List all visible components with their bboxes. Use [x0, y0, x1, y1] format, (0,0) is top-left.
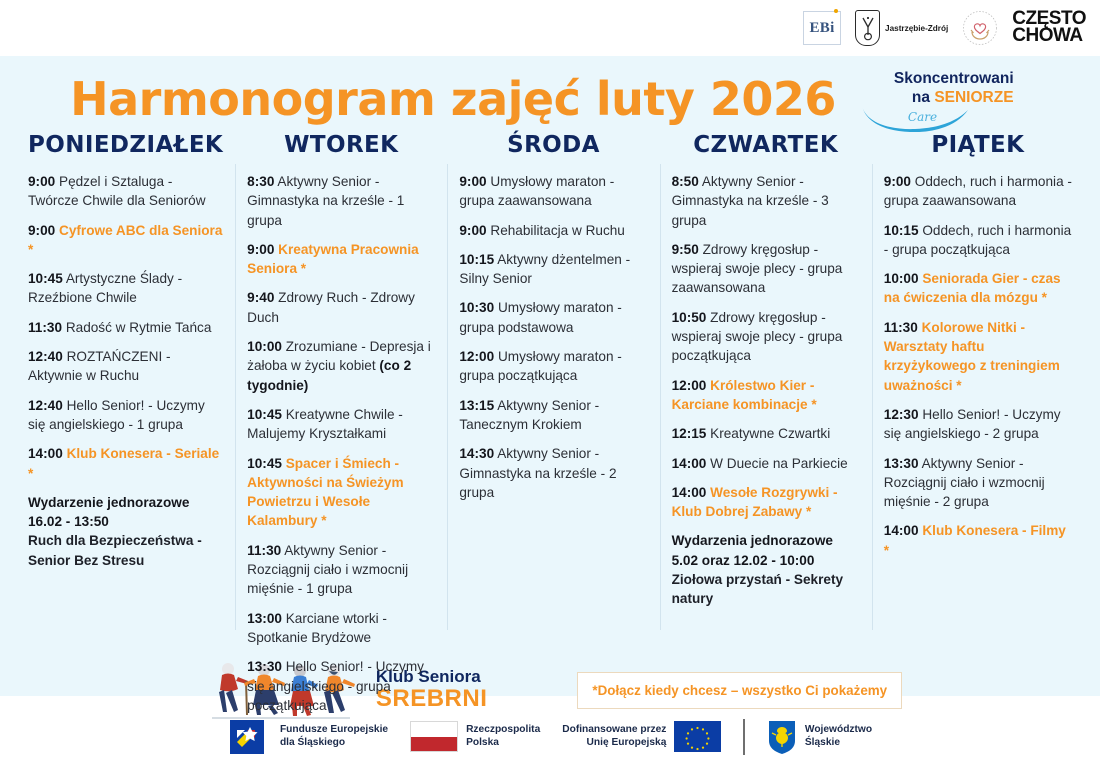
brand-script-text: Care — [907, 110, 938, 124]
schedule-entry[interactable]: 9:50 Zdrowy kręgosłup - wspieraj swoje plecy - grupa zaawansowana — [671, 241, 843, 296]
eu-flag-icon — [674, 721, 721, 752]
wojewodztwo-line2: Śląskie — [804, 736, 841, 748]
schedule-entry[interactable]: 12:30 Hello Senior! - Uczymy się angielskiego - 2 grupa — [883, 406, 1061, 442]
schedule-entry[interactable]: 14:00 W Duecie na Parkiecie — [671, 455, 848, 471]
day-column-piatek — [872, 132, 1084, 648]
entries-poniedzialek — [28, 172, 223, 483]
fundusze-line1: Fundusze Europejskie — [279, 723, 389, 735]
schedule-entry[interactable]: 14:00 Klub Konesera - Filmy * — [883, 523, 1066, 558]
entries-piatek — [884, 172, 1072, 560]
schedule-entry[interactable]: 8:30 Aktywny Senior - Gimnastyka na krześle - 1 grupa — [247, 174, 405, 228]
schedule-entry[interactable]: 14:00 Wesołe Rozgrywki - Klub Dobrej Zabawy * — [671, 484, 838, 520]
entries-wtorek — [247, 172, 435, 715]
special-desc: Ruch dla Bezpieczeństwa - Senior Bez Stresu — [28, 533, 202, 568]
schedule-entry[interactable]: 9:00 Cyfrowe ABC dla Seniora * — [28, 222, 223, 257]
schedule-entry[interactable]: 11:30 Aktywny Senior - Rozciągnij ciało i wzmocnij mięśnie - 1 grupa — [247, 542, 409, 597]
skoncentrowani-na-seniorze-logo — [860, 68, 1030, 130]
join-anytime-note: *Dołącz kiedy chcesz – wszystko Ci pokażemy — [577, 672, 902, 709]
day-heading-piatek: PIĄTEK — [931, 132, 1025, 158]
day-heading-sroda: ŚRODA — [507, 132, 600, 158]
special-when: 5.02 oraz 12.02 - 10:00 — [671, 552, 815, 568]
schedule-entry[interactable]: 13:30 Hello Senior! - Uczymy się angielskiego - grupa początkująca — [247, 659, 424, 713]
schedule-entry[interactable]: 10:00 Zrozumiane - Depresja i żałoba w życiu kobiet (co 2 tygodnie) — [247, 339, 431, 393]
schedule-panel — [0, 56, 1100, 713]
header-logo-bar — [0, 0, 1100, 56]
brand-na: na — [911, 89, 935, 106]
special-heading: Wydarzenie jednorazowe — [28, 494, 190, 510]
day-heading-poniedzialek: PONIEDZIAŁEK — [28, 132, 224, 158]
unia-line1: Dofinansowane przez — [562, 723, 667, 735]
special-desc: Ziołowa przystań - Sekrety natury — [671, 572, 844, 607]
schedule-entry[interactable]: 10:30 Umysłowy maraton - grupa podstawowa — [459, 300, 622, 335]
day-heading-czwartek: CZWARTEK — [693, 132, 839, 158]
jastrzebie-zdroj-label: Jastrzębie-Zdrój — [885, 23, 949, 33]
schedule-entry[interactable]: 12:40 ROZTAŃCZENI - Aktywnie w Ruchu — [28, 349, 171, 384]
schedule-entry[interactable]: 8:50 Aktywny Senior - Gimnastyka na krześle - 3 grupa — [671, 174, 829, 228]
schedule-entry[interactable]: 12:00 Umysłowy maraton - grupa początkująca — [459, 349, 622, 384]
czestochowa-line1: CZĘSTO — [1012, 8, 1086, 30]
schedule-entry[interactable]: 13:00 Karciane wtorki - Spotkanie Brydżowe — [247, 610, 387, 645]
ebi-dot-icon — [834, 9, 838, 13]
day-column-poniedzialek — [16, 132, 235, 648]
day-column-sroda — [447, 132, 659, 648]
jastrzebie-coat-of-arms-icon — [855, 10, 880, 46]
schedule-entry[interactable]: 9:00 Umysłowy maraton - grupa zaawansowana — [459, 174, 615, 209]
wojewodztwo-line1: Województwo — [804, 723, 873, 735]
rzeczpospolita-line2: Polska — [466, 736, 499, 748]
schedule-entry[interactable]: 11:30 Radość w Rytmie Tańca — [28, 319, 212, 335]
schedule-entry[interactable]: 12:15 Kreatywne Czwartki — [671, 426, 831, 442]
schedule-entry[interactable]: 9:00 Rehabilitacja w Ruchu — [459, 222, 625, 238]
schedule-entry[interactable]: 10:45 Artystyczne Ślady - Rzeźbione Chwile — [28, 271, 183, 306]
czestochowa-line2: CHOWA — [1012, 25, 1083, 46]
schedule-entry[interactable]: 14:00 Klub Konesera - Seriale * — [28, 446, 220, 481]
bottom-band — [0, 648, 1100, 732]
schedule-entry[interactable]: 12:00 Królestwo Kier - Karciane kombinacje * — [671, 377, 817, 412]
schedule-entry[interactable]: 11:30 Kolorowe Nitki - Warsztaty haftu krzyżykowego z treningiem uważności * — [883, 319, 1060, 393]
rzeczpospolita-line1: Rzeczpospolita — [466, 723, 541, 735]
brand-senior: SENIORZE — [934, 89, 1014, 106]
page-title: Harmonogram zajęć luty 2026 — [70, 72, 836, 126]
jastrzebie-zdroj-logo — [855, 10, 948, 46]
ebi-logo-text: EBi — [809, 19, 835, 36]
day-heading-wtorek: WTOREK — [284, 132, 399, 158]
schedule-entry[interactable]: 10:50 Zdrowy kręgosłup - wspieraj swoje plecy - grupa początkująca — [671, 309, 843, 364]
schedule-entry[interactable]: 9:00 Oddech, ruch i harmonia - grupa zaawansowana — [883, 174, 1072, 209]
schedule-entry[interactable]: 9:00 Kreatywna Pracownia Seniora * — [247, 241, 419, 277]
special-event-poniedzialek[interactable] — [28, 493, 223, 570]
entries-sroda — [459, 172, 647, 502]
schedule-entry[interactable]: 10:45 Spacer i Śmiech - Aktywności na Świeżym Powietrzu i Wesołe Kalambury * — [247, 455, 404, 529]
special-when: 16.02 - 13:50 — [28, 514, 109, 530]
unia-line2: Unię Europejską — [586, 736, 667, 748]
schedule-entry[interactable]: 9:40 Zdrowy Ruch - Zdrowy Duch — [247, 290, 415, 325]
schedule-entry[interactable]: 12:40 Hello Senior! - Uczymy się angielskiego - 1 grupa — [28, 397, 205, 432]
schedule-entry[interactable]: 10:00 Seniorada Gier - czas na ćwiczenia dla mózgu * — [883, 271, 1061, 306]
ebi-logo — [803, 11, 841, 45]
heart-hands-logo — [962, 10, 998, 46]
schedule-entry[interactable]: 13:30 Aktywny Senior - Rozciągnij ciało i wzmocnij mięśnie - 2 grupa — [883, 455, 1045, 510]
czestochowa-logo — [1012, 8, 1086, 46]
day-column-czwartek — [660, 132, 872, 648]
klub-seniora-line1: Klub Seniora — [375, 667, 481, 687]
special-heading: Wydarzenia jednorazowe — [671, 533, 833, 549]
schedule-entry[interactable]: 10:15 Oddech, ruch i harmonia - grupa początkująca — [883, 222, 1072, 257]
special-event-czwartek[interactable] — [672, 531, 860, 608]
brand-line1: Skoncentrowani — [893, 70, 1014, 87]
schedule-entry[interactable]: 13:15 Aktywny Senior - Tanecznym Krokiem — [459, 397, 600, 432]
title-row — [0, 56, 1100, 128]
fundusze-line2: dla Śląskiego — [279, 736, 346, 748]
schedule-entry[interactable]: 14:30 Aktywny Senior - Gimnastyka na krześle - 2 grupa — [459, 446, 617, 500]
entries-czwartek — [672, 172, 860, 521]
klub-seniora-line2: SREBRNI — [375, 685, 488, 713]
schedule-entry[interactable]: 10:15 Aktywny dżentelmen - Silny Senior — [459, 251, 631, 287]
schedule-entry[interactable]: 9:00 Pędzel i Sztaluga - Twórcze Chwile dla Seniorów — [28, 174, 206, 209]
schedule-entry[interactable]: 10:45 Kreatywne Chwile - Malujemy Kryształkami — [247, 406, 403, 442]
